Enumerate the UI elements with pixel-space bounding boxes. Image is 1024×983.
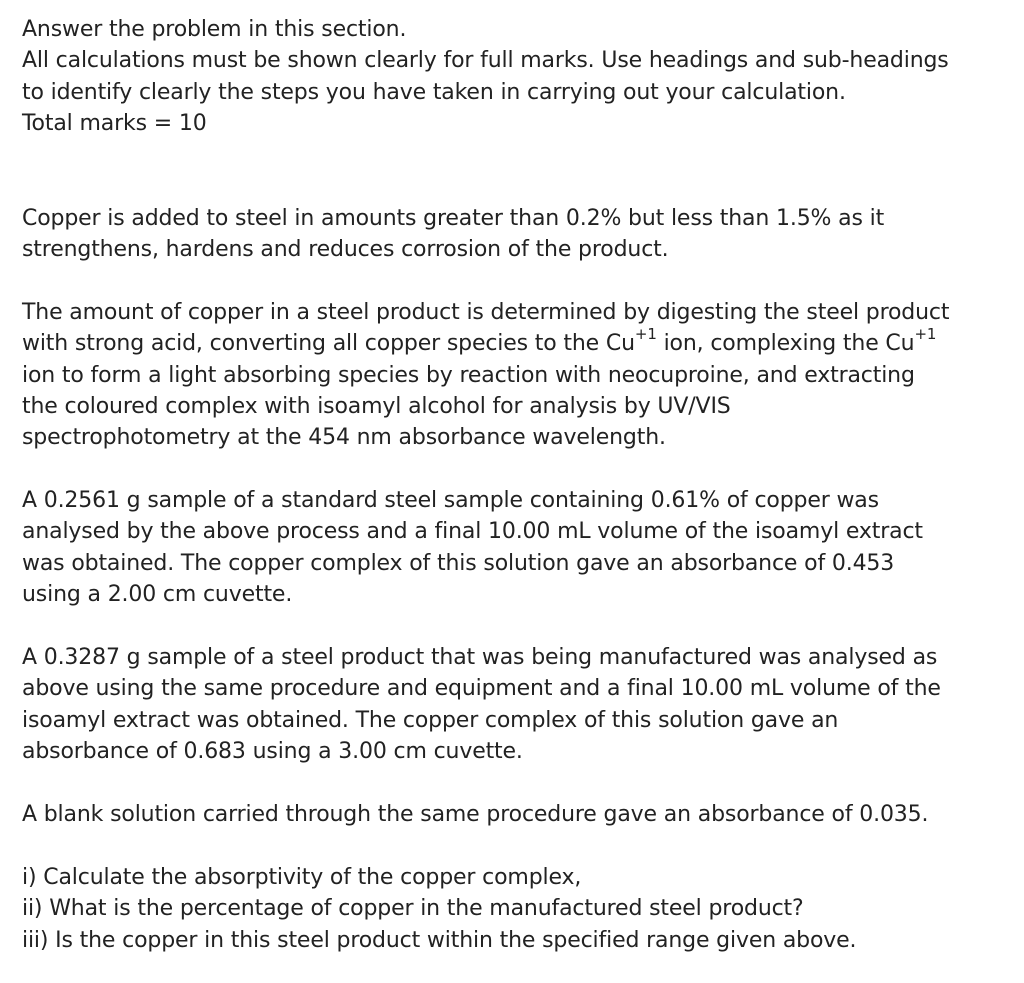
instructions-block (22, 14, 1012, 140)
question-item: ii) What is the percentage of copper in the manufactured steel product? (22, 896, 804, 922)
charge-superscript: +1 (634, 324, 657, 343)
paragraph-line: absorbance of 0.683 using a 3.00 cm cuvette. (22, 739, 523, 765)
paragraph-line: analysed by the above process and a final 10.00 mL volume of the isoamyl extract (22, 519, 923, 545)
questions-list (22, 862, 1012, 956)
charge-superscript: +1 (914, 324, 937, 343)
paragraph-line: strengthens, hardens and reduces corrosion of the product. (22, 236, 669, 262)
standard-sample-paragraph (22, 485, 1012, 611)
total-marks: Total marks = 10 (22, 111, 207, 137)
product-sample-paragraph (22, 642, 1012, 768)
paragraph-line: was obtained. The copper complex of this solution gave an absorbance of 0.453 (22, 550, 895, 576)
paragraph-line: A 0.3287 g sample of a steel product that was being manufactured was analysed as (22, 645, 938, 671)
paragraph-line: Copper is added to steel in amounts greater than 0.2% but less than 1.5% as it (22, 205, 885, 231)
text-fragment: ion, complexing the Cu (656, 331, 915, 357)
text-fragment: with strong acid, converting all copper species to the Cu (22, 331, 635, 357)
instruction-line: to identify clearly the steps you have taken in carrying out your calculation. (22, 79, 846, 105)
paragraph-line: The amount of copper in a steel product is determined by digesting the steel product (22, 299, 950, 325)
instruction-line: Answer the problem in this section. (22, 17, 407, 42)
method-paragraph (22, 297, 1012, 454)
problem-document (22, 14, 1012, 956)
instruction-line: All calculations must be shown clearly for full marks. Use headings and sub-headings (22, 48, 949, 74)
paragraph-line: the coloured complex with isoamyl alcohol for analysis by UV/VIS (22, 393, 731, 419)
blank-solution-paragraph (22, 799, 1012, 830)
paragraph-line: isoamyl extract was obtained. The copper complex of this solution gave an (22, 707, 839, 733)
question-item: i) Calculate the absorptivity of the copper complex, (22, 864, 582, 890)
paragraph-line: above using the same procedure and equipment and a final 10.00 mL volume of the (22, 676, 941, 702)
paragraph-line: A 0.2561 g sample of a standard steel sample containing 0.61% of copper was (22, 488, 879, 514)
paragraph-line: ion to form a light absorbing species by reaction with neocuproine, and extracting (22, 362, 915, 388)
paragraph-line: spectrophotometry at the 454 nm absorbance wavelength. (22, 425, 666, 451)
question-item: iii) Is the copper in this steel product within the specified range given above. (22, 927, 857, 953)
intro-paragraph (22, 203, 1012, 266)
paragraph-line (22, 324, 1012, 359)
paragraph-line: using a 2.00 cm cuvette. (22, 582, 293, 608)
paragraph-line: A blank solution carried through the same procedure gave an absorbance of 0.035. (22, 801, 929, 827)
